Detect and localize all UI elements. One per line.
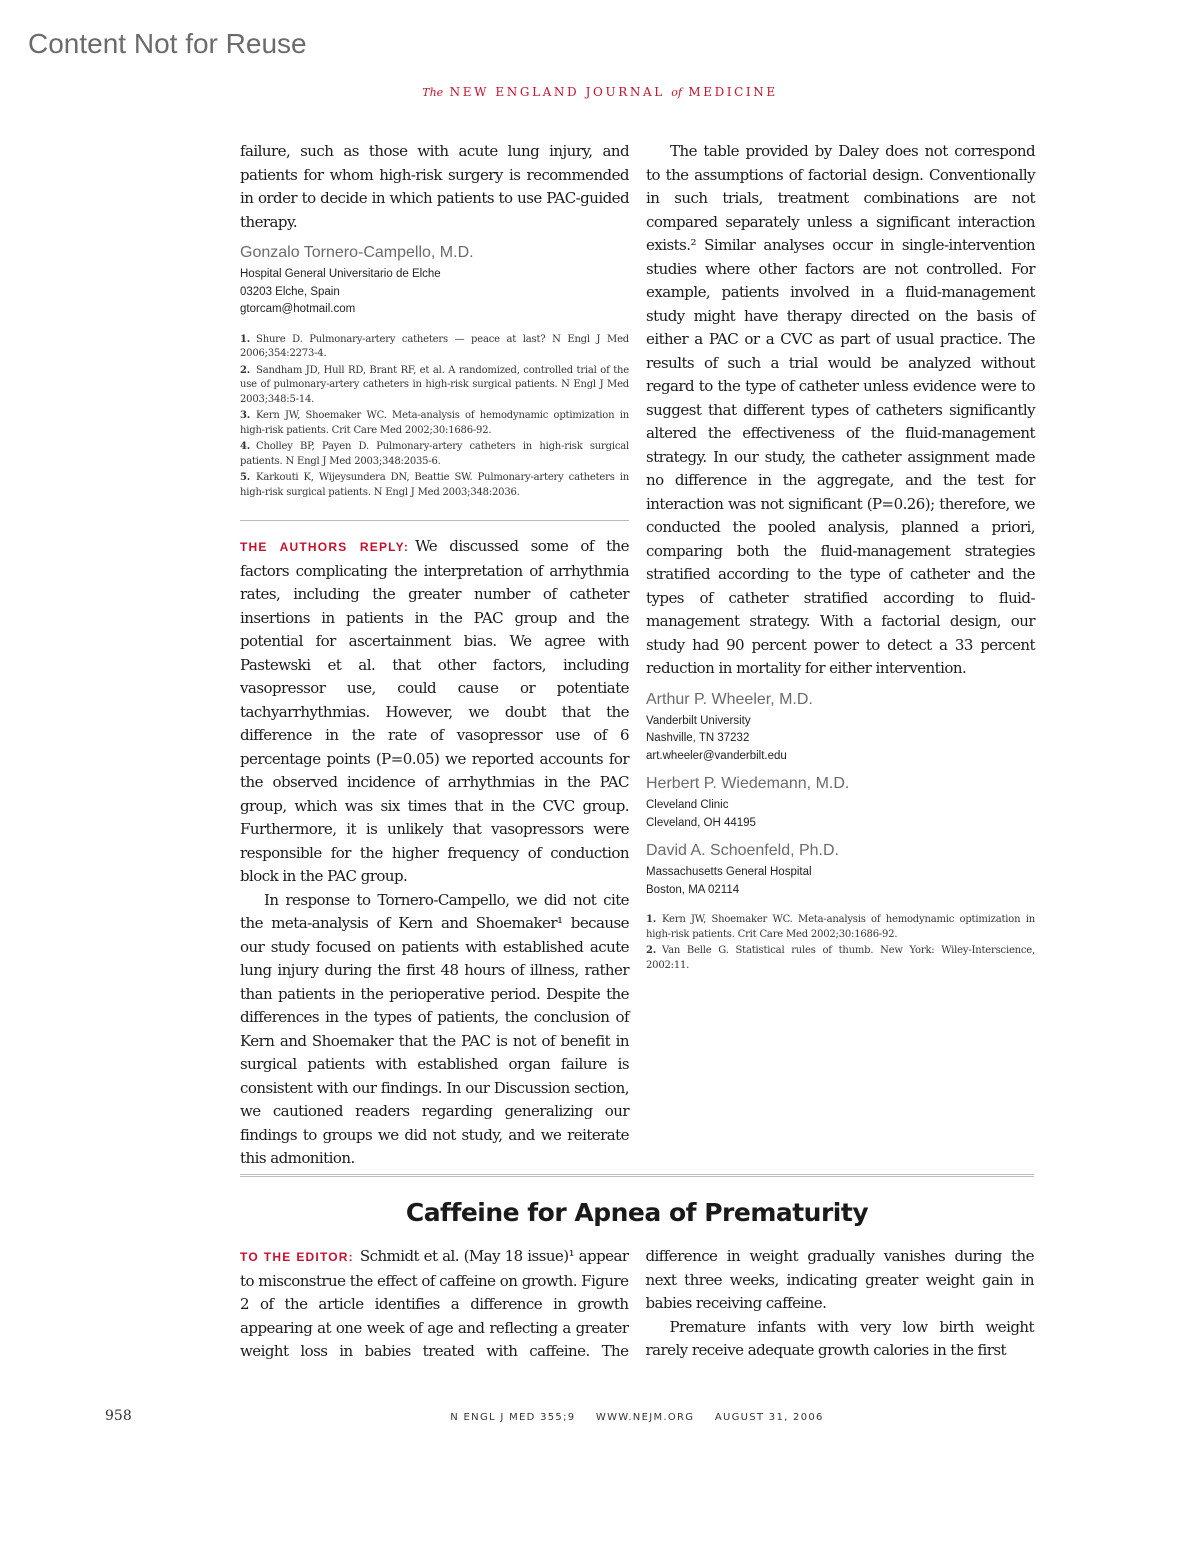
section-divider — [240, 1174, 1034, 1177]
running-head-of: of — [671, 86, 682, 99]
reference-item: 2. Sandham JD, Hull RD, Brant RF, et al. A randomized, controlled trial of the use of pulmonary-artery catheters in high-risk surgical patients. N Engl J Med 2003;348:5-14. — [240, 364, 629, 405]
letter1-author: Gonzalo Tornero-Campello, M.D. — [240, 244, 474, 261]
running-head — [0, 85, 1200, 99]
letter1-text-end: failure, such as those with acute lung injury, and patients for whom high-risk surgery is recommended in order to decide in which patients to use PAC-guided therapy. — [240, 142, 629, 231]
reference-item: 5. Karkouti K, Wijeysundera DN, Beattie SW. Pulmonary-artery catheters in high-risk surgical patients. N Engl J Med 2003;348:2036. — [240, 472, 629, 498]
reference-item: 2. Van Belle G. Statistical rules of thumb. New York: Wiley-Interscience, 2002:11. — [646, 945, 1035, 971]
reference-item: 3. Kern JW, Shoemaker WC. Meta-analysis of hemodynamic optimization in high-risk patients. Crit Care Med 2002;30:1686-92. — [240, 410, 629, 436]
reference-item: 1. Shure D. Pulmonary-artery catheters — peace at last? N Engl J Med 2006;354:2273-4. — [240, 333, 629, 359]
running-head-the: The — [422, 86, 444, 99]
affiliation-email: gtorcam@hotmail.com — [240, 303, 356, 315]
reply-lead: THE AUTHORS REPLY: — [240, 540, 410, 554]
reply-paragraph-2: In response to Tornero-Campello, we did not cite the meta-analysis of Kern and Shoemaker¹ because our study focused on patients with established acute lung injury during the first 48 hours of illness, rather than patients in the perioperative period. Despite the differences in the types of patients, the conclusion of Kern and Shoemaker that the PAC is not of benefit in surgical patients with established organ failure is consistent with our findings. In our Discussion section, we cautioned readers regarding generalizing our findings to groups we did not study, and we reiterate this admonition. — [240, 890, 629, 1167]
column-divider — [240, 520, 629, 521]
reply-author-3: David A. Schoenfeld, Ph.D. — [646, 842, 839, 859]
reply-author-1: Arthur P. Wheeler, M.D. — [646, 690, 813, 708]
reply-author-2: Herbert P. Wiedemann, M.D. — [646, 775, 850, 792]
reply-references — [646, 913, 1035, 973]
affiliation-email: art.wheeler@vanderbilt.edu — [646, 749, 787, 762]
running-head-journal: NEW ENGLAND JOURNAL — [449, 85, 665, 99]
reply-paragraph-3: The table provided by Daley does not correspond to the assumptions of factorial design. Conventionally in such trials, treatment combinations are not compared separately unless a significant interaction exists.² Similar analyses occur in single-intervention studies where other factors are not controlled. For example, patients involved in a fluid-management study might have therapy directed on the basis of either a PAC or a CVC as part of usual practice. The results of such a trial would be analyzed without regard to the type of catheter unless evidence were to suggest that different types of catheters significantly altered the effectiveness of the fluid-management strategy. In our study, the catheter assignment made no difference in the aggregate, and the test for interaction was not significant (P=0.26); therefore, we conducted the pooled analysis, planned a priori, comparing both the fluid-management strategies stratified according to the type of catheter and the types of catheter stratified according to fluid-management strategy. With a factorial design, our study had 90 percent power to detect a 33 percent reduction in mortality for either intervention. — [646, 142, 1035, 677]
caffeine-letter — [240, 1245, 1034, 1364]
page-number: 958 — [105, 1408, 132, 1424]
reply-paragraph-1: THE AUTHORS REPLY: We discussed some of the factors complicating the interpretation of arrhythmia rates, including the greater number of catheter insertions in patients in the PAC group and the potential for ascertainment bias. We agree with Pastewski et al. that other factors, including vasopressor use, could cause or potentiate tachyarrhythmias. However, we doubt that the difference in the rate of vasopressor use of 6 percentage points (P=0.05) we reported accounts for the observed incidence of arrhythmias in the PAC group, which was six times that in the CVC group. Furthermore, it is unlikely that vasopressors were responsible for the higher frequency of conduction block in the PAC group. — [240, 537, 629, 885]
reply-author-2-affiliation: Cleveland Clinic Cleveland, OH 44195 — [646, 799, 756, 829]
left-column — [240, 140, 629, 1171]
running-head-medicine: MEDICINE — [688, 85, 778, 99]
reply-author-3-affiliation: Massachusetts General Hospital Boston, MA 02114 — [646, 866, 812, 896]
watermark: Content Not for Reuse — [28, 28, 307, 59]
footer-journal: N ENGL J MED 355;9 — [450, 1412, 576, 1423]
footer-date: AUGUST 31, 2006 — [714, 1412, 824, 1423]
reference-item: 1. Kern JW, Shoemaker WC. Meta-analysis of hemodynamic optimization in high-risk patients. Crit Care Med 2002;30:1686-92. — [646, 914, 1035, 940]
affiliation-line: 03203 Elche, Spain — [240, 285, 340, 298]
reference-item: 4. Cholley BP, Payen D. Pulmonary-artery catheters in high-risk surgical patients. N Engl J Med 2003;348:2035-6. — [240, 441, 629, 467]
letter1-affiliation — [240, 266, 629, 319]
right-column — [646, 140, 1035, 975]
caffeine-lead: TO THE EDITOR: — [240, 1250, 354, 1264]
caffeine-paragraph-1: TO THE EDITOR: Schmidt et al. (May 18 issue)¹ appear to misconstrue the effect of caffeine on growth. Figure 2 of the article identifies a difference in growth appearing at one week of age and reflecting a greater weight loss in babies treated with caffeine. The difference in weight gradually vanishes during the next three weeks, indicating greater weight gain in babies receiving caffeine. — [240, 1247, 1034, 1360]
footer-citation — [0, 1412, 1200, 1423]
caffeine-paragraph-2: Premature infants with very low birth weight rarely receive adequate growth calories in the first — [645, 1317, 1034, 1359]
affiliation-line: Hospital General Universitario de Elche — [240, 268, 441, 280]
footer-url[interactable]: WWW.NEJM.ORG — [595, 1412, 695, 1423]
section-title: Caffeine for Apnea of Prematurity — [405, 1198, 869, 1227]
reply-author-1-affiliation: Vanderbilt University Nashville, TN 37232 art.wheeler@vanderbilt.edu — [646, 713, 1035, 766]
letter1-references — [240, 333, 629, 501]
